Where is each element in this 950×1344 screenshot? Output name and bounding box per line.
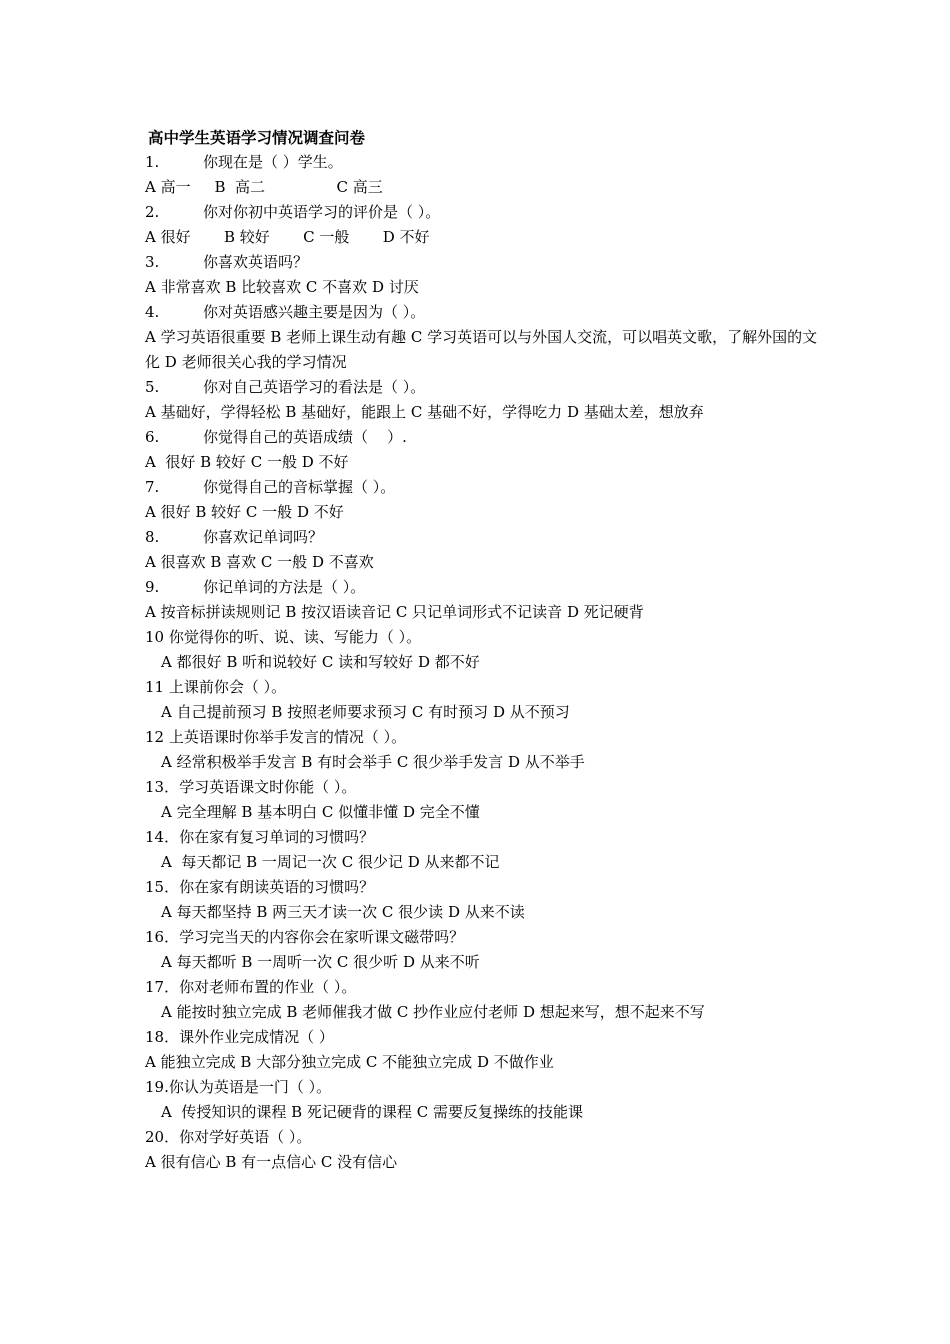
question-6-options: A 很好 B 较好 C 一般 D 不好 — [145, 453, 349, 471]
question-8 — [145, 525, 825, 550]
question-17: 17．你对老师布置的作业（ ）。 — [145, 978, 357, 996]
question-number: 9. — [145, 578, 160, 596]
question-text: 你对英语感兴趣主要是因为（ ）。 — [203, 303, 426, 321]
question-number: 5. — [145, 378, 160, 396]
question-1 — [145, 150, 825, 175]
question-5-options: A 基础好，学得轻松 B 基础好，能跟上 C 基础不好，学得吃力 D 基础太差，想放弃 — [145, 403, 704, 421]
question-number: 1. — [145, 153, 160, 171]
question-7-options: A 很好 B 较好 C 一般 D 不好 — [145, 503, 344, 521]
question-13-options: A 完全理解 B 基本明白 C 似懂非懂 D 完全不懂 — [161, 803, 480, 821]
question-text: 你记单词的方法是（ ）。 — [203, 578, 366, 596]
question-3-options: A 非常喜欢 B 比较喜欢 C 不喜欢 D 讨厌 — [145, 278, 419, 296]
question-number: 4. — [145, 303, 160, 321]
question-11-options: A 自己提前预习 B 按照老师要求预习 C 有时预习 D 从不预习 — [161, 703, 570, 721]
question-5 — [145, 375, 825, 400]
question-3 — [145, 250, 825, 275]
question-2-options: A 很好 B 较好 C 一般 D 不好 — [145, 228, 430, 246]
question-15: 15．你在家有朗读英语的习惯吗？ — [145, 878, 375, 896]
question-19: 19.你认为英语是一门（ ）。 — [145, 1078, 332, 1096]
question-20-options: A 很有信心 B 有一点信心 C 没有信心 — [145, 1153, 398, 1171]
question-9 — [145, 575, 825, 600]
question-8-options: A 很喜欢 B 喜欢 C 一般 D 不喜欢 — [145, 553, 374, 571]
question-1-options: A 高一 B 高二 C 高三 — [145, 178, 383, 196]
question-number: 7. — [145, 478, 160, 496]
question-20: 20．你对学好英语（ ）。 — [145, 1128, 312, 1146]
question-number: 3. — [145, 253, 160, 271]
question-19-options: A 传授知识的课程 B 死记硬背的课程 C 需要反复操练的技能课 — [161, 1103, 583, 1121]
question-text: 你喜欢英语吗？ — [203, 253, 309, 271]
question-13: 13．学习英语课文时你能（ ）。 — [145, 778, 357, 796]
question-18-options: A 能独立完成 B 大部分独立完成 C 不能独立完成 D 不做作业 — [145, 1053, 554, 1071]
question-text: 你对你初中英语学习的评价是（ ）。 — [203, 203, 441, 221]
question-number: 2. — [145, 203, 160, 221]
question-2 — [145, 200, 825, 225]
question-4-options: A 学习英语很重要 B 老师上课生动有趣 C 学习英语可以与外国人交流，可以唱英文歌，了解外国的文化 D 老师很关心我的学习情况 — [145, 328, 818, 371]
question-6 — [145, 425, 825, 450]
question-15-options: A 每天都坚持 B 两三天才读一次 C 很少读 D 从来不读 — [161, 903, 525, 921]
question-11: 11 上课前你会（ ）。 — [145, 678, 287, 696]
question-text: 你现在是（ ）学生。 — [203, 153, 343, 171]
question-text: 你觉得自己的英语成绩（ ）. — [203, 428, 407, 446]
question-10-options: A 都很好 B 听和说较好 C 读和写较好 D 都不好 — [161, 653, 480, 671]
question-16: 16．学习完当天的内容你会在家听课文磁带吗？ — [145, 928, 465, 946]
question-12: 12 上英语课时你举手发言的情况（ ）。 — [145, 728, 407, 746]
question-text: 你喜欢记单词吗？ — [203, 528, 324, 546]
question-7 — [145, 475, 825, 500]
question-16-options: A 每天都听 B 一周听一次 C 很少听 D 从来不听 — [161, 953, 480, 971]
question-text: 你对自己英语学习的看法是（ ）。 — [203, 378, 426, 396]
question-17-options: A 能按时独立完成 B 老师催我才做 C 抄作业应付老师 D 想起来写，想不起来不写 — [161, 1003, 705, 1021]
page-title: 高中学生英语学习情况调查问卷 — [148, 128, 366, 147]
question-text: 你觉得自己的音标掌握（ ）。 — [203, 478, 396, 496]
question-12-options: A 经常积极举手发言 B 有时会举手 C 很少举手发言 D 从不举手 — [161, 753, 585, 771]
question-18: 18．课外作业完成情况（ ） — [145, 1028, 334, 1046]
question-10: 10 你觉得你的听、说、读、写能力（ ）。 — [145, 628, 422, 646]
question-14-options: A 每天都记 B 一周记一次 C 很少记 D 从来都不记 — [161, 853, 500, 871]
question-14: 14．你在家有复习单词的习惯吗？ — [145, 828, 375, 846]
question-number: 8. — [145, 528, 160, 546]
questionnaire — [145, 150, 825, 1175]
question-number: 6. — [145, 428, 160, 446]
question-4 — [145, 300, 825, 325]
question-9-options: A 按音标拼读规则记 B 按汉语读音记 C 只记单词形式不记读音 D 死记硬背 — [145, 603, 644, 621]
